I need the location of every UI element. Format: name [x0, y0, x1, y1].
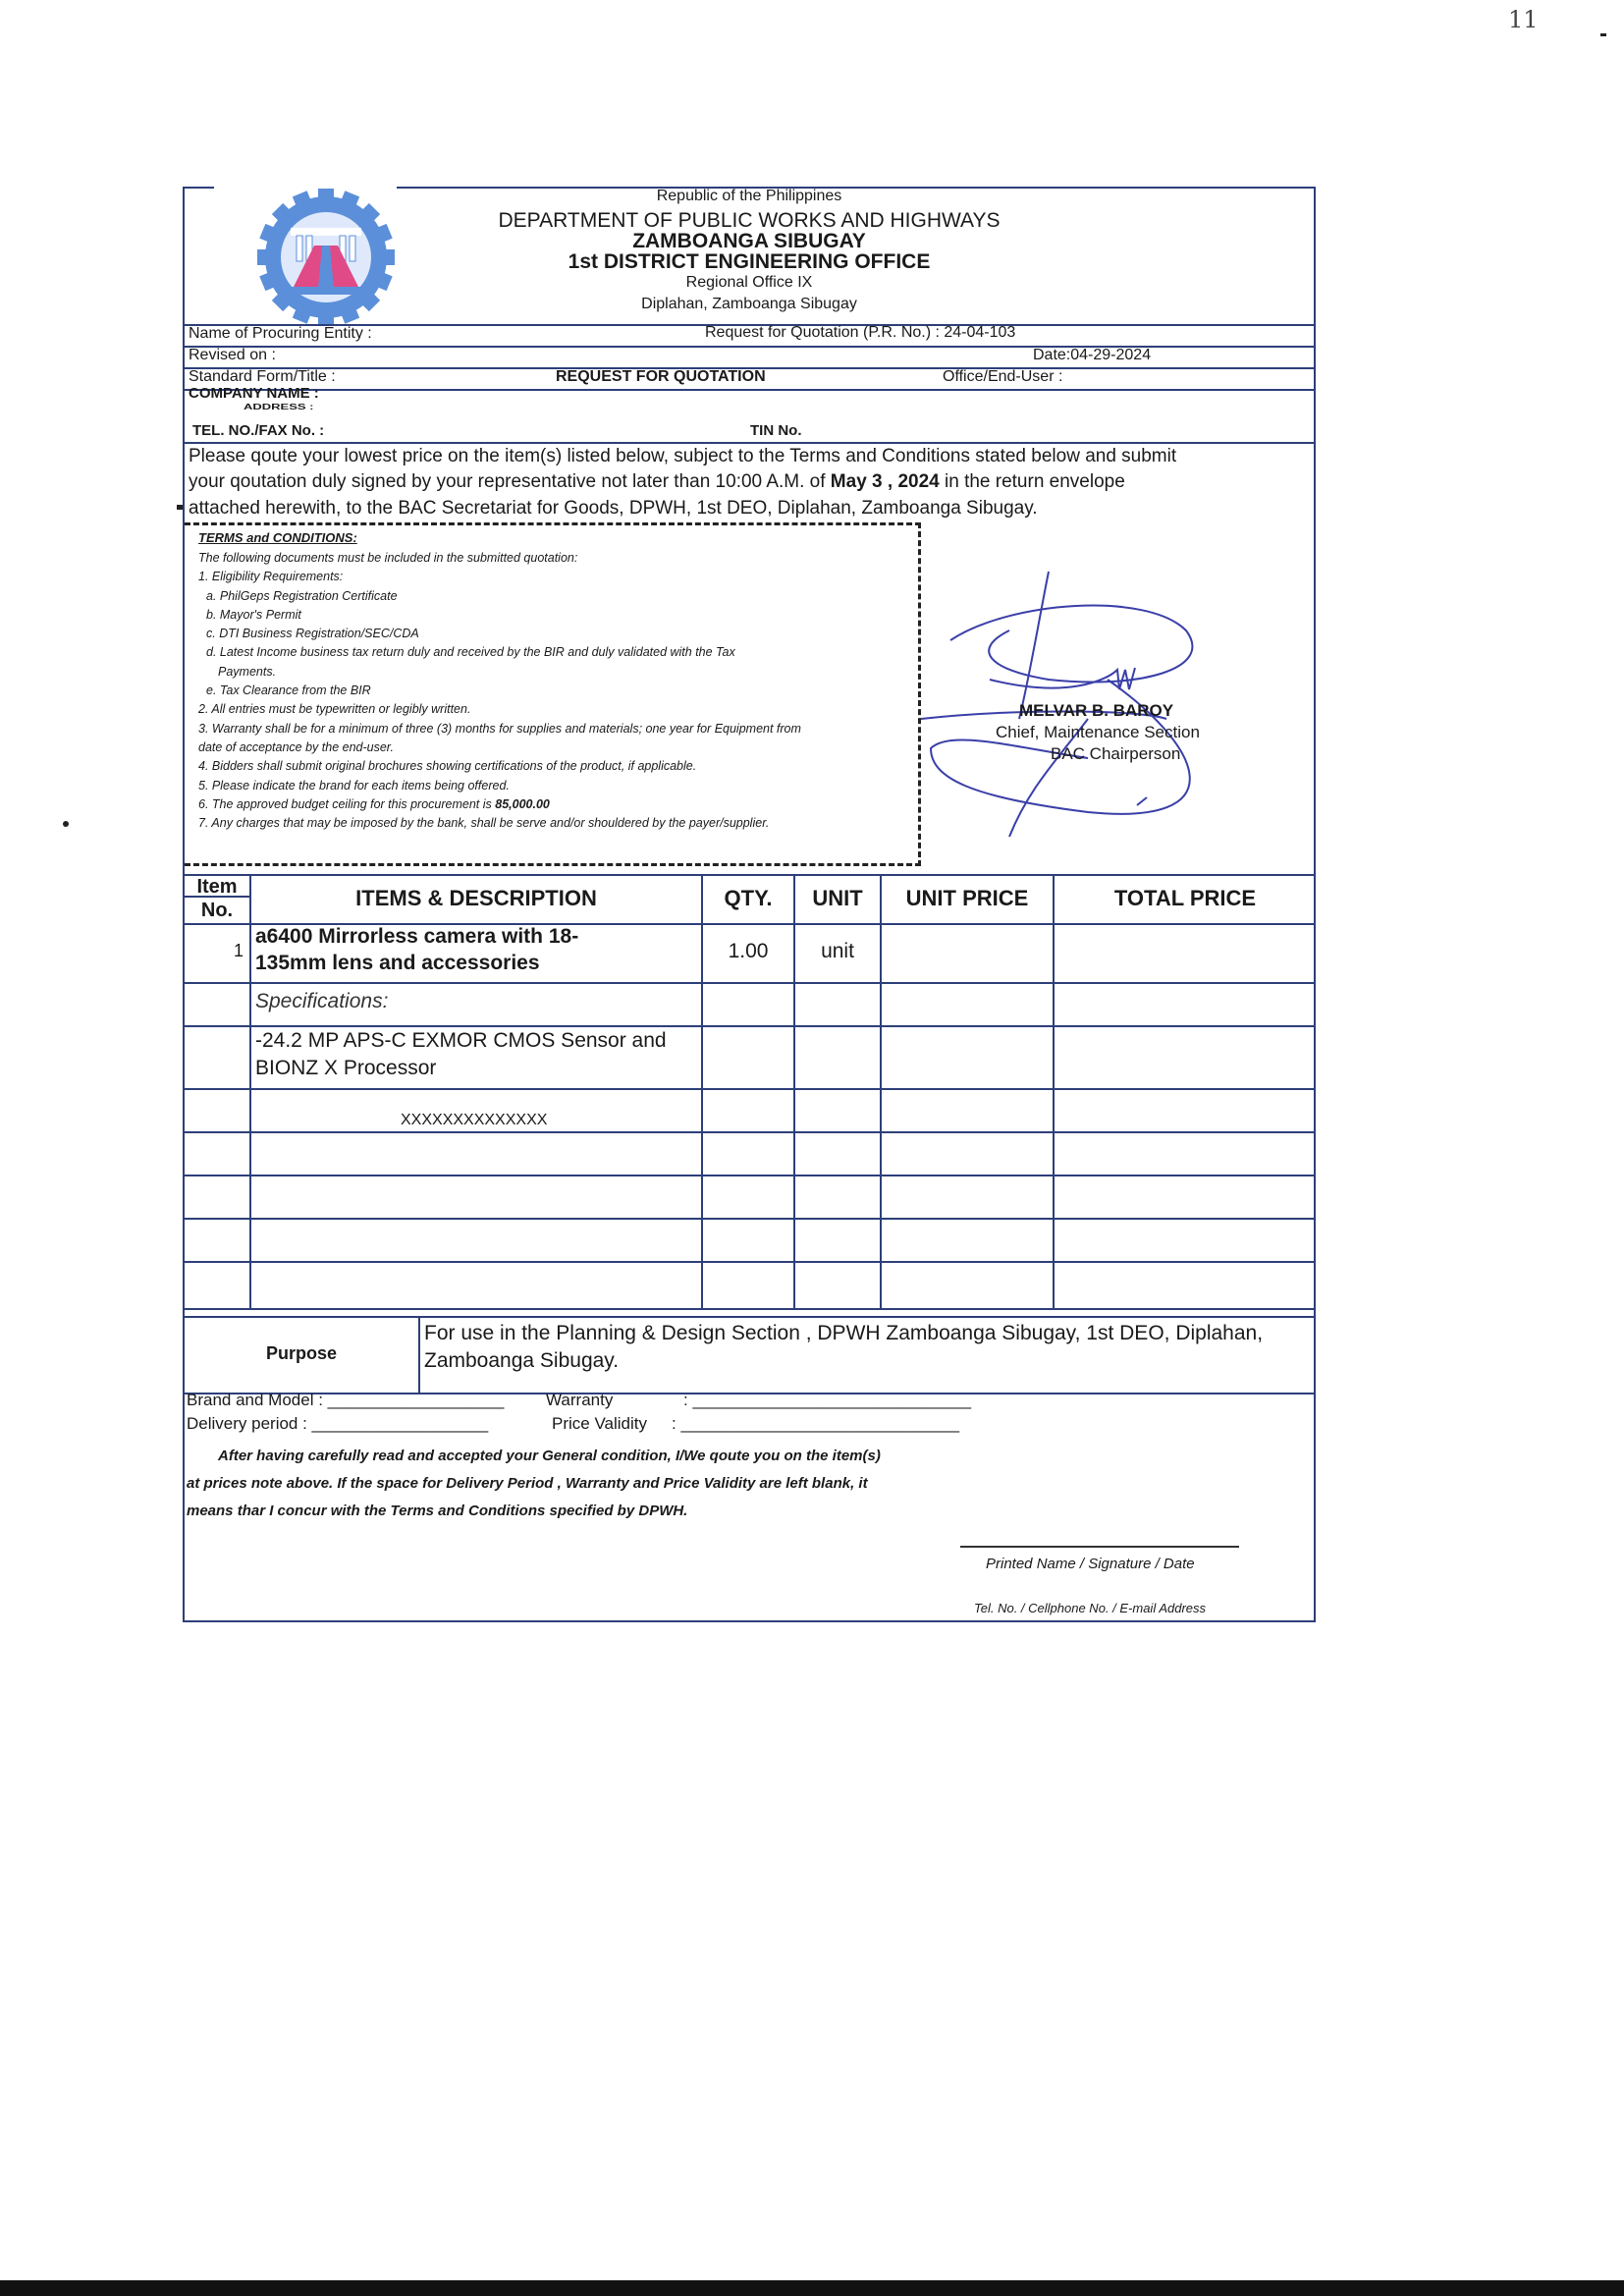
company-name-label: COMPANY NAME : — [189, 385, 319, 402]
regional-office: Regional Office IX — [685, 274, 813, 291]
submission-deadline: May 3 , 2024 — [830, 471, 940, 492]
warranty-label: Warranty — [546, 1391, 614, 1409]
item-qty: 1.00 — [728, 940, 769, 962]
warranty-field[interactable]: : ______________________________ — [683, 1391, 972, 1409]
item-number: 1 — [234, 941, 244, 960]
terms-line: 6. The approved budget ceiling for this procurement is 85,000.00 — [198, 796, 550, 811]
terms-line: 1. Eligibility Requirements: — [198, 570, 344, 584]
col-item-no-header: Item — [196, 876, 238, 898]
office-location: Diplahan, Zamboanga Sibugay — [641, 296, 857, 312]
col-qty-header: QTY. — [724, 886, 773, 910]
item-unit: unit — [821, 940, 854, 962]
terms-line: 4. Bidders shall submit original brochures showing certifications of the product, if applicable. — [198, 759, 697, 774]
instruction-line-1: Please qoute your lowest price on the item(s) listed below, subject to the Terms and Conditions stated below and submit — [189, 446, 1177, 466]
signatory-role: BAC Chairperson — [1051, 744, 1181, 763]
col-item-no-header-2: No. — [200, 900, 234, 921]
col-description-header: ITEMS & DESCRIPTION — [355, 886, 597, 910]
page-number-mark: 11 — [1508, 6, 1539, 33]
rule — [185, 1218, 1314, 1220]
instruction-line-2: your qoutation duly signed by your representative not later than 10:00 A.M. of May 3 , 2024 in the return envelope — [189, 471, 1125, 492]
col-unit-header: UNIT — [812, 886, 863, 910]
rule — [1053, 874, 1055, 1308]
terms-line: a. PhilGeps Registration Certificate — [206, 588, 398, 603]
scan-speck — [177, 505, 183, 510]
terms-line: c. DTI Business Registration/SEC/CDA — [206, 627, 419, 641]
standard-form-label: Standard Form/Title : — [189, 368, 336, 385]
rule — [185, 1308, 1314, 1310]
rule — [249, 874, 251, 1308]
tin-label: TIN No. — [750, 422, 802, 439]
brand-model-field[interactable]: Brand and Model : ___________________ — [187, 1391, 505, 1409]
terms-line: date of acceptance by the end-user. — [198, 739, 394, 754]
revised-on-label: Revised on : — [189, 347, 276, 363]
office-name: 1st DISTRICT ENGINEERING OFFICE — [568, 250, 931, 273]
republic-line: Republic of the Philippines — [656, 188, 842, 204]
quotation-date: Date:04-29-2024 — [1033, 347, 1152, 363]
rule — [418, 1316, 420, 1393]
terms-line: Payments. — [218, 664, 277, 679]
purpose-text-line-2: Zamboanga Sibugay. — [424, 1349, 620, 1372]
rule — [185, 874, 1314, 876]
terms-line: 7. Any charges that may be imposed by the bank, shall be serve and/or shouldered by the payer/supplier. — [198, 816, 770, 831]
terms-line: 2. All entries must be typewritten or legibly written. — [198, 702, 471, 717]
department-name: DEPARTMENT OF PUBLIC WORKS AND HIGHWAYS — [498, 209, 1001, 232]
terms-title: TERMS and CONDITIONS: — [198, 530, 357, 545]
printed-name-caption: Printed Name / Signature / Date — [986, 1556, 1195, 1572]
rule — [185, 982, 1314, 984]
item-description-line-1: a6400 Mirrorless camera with 18- — [255, 925, 579, 948]
province-name: ZAMBOANGA SIBUGAY — [632, 230, 866, 252]
rule — [185, 1316, 1314, 1318]
instruction-line-3: attached herewith, to the BAC Secretariat for Goods, DPWH, 1st DEO, Diplahan, Zamboanga Sibugay. — [189, 498, 1038, 519]
contact-caption: Tel. No. / Cellphone No. / E-mail Address — [974, 1601, 1207, 1615]
terms-line: e. Tax Clearance from the BIR — [206, 683, 371, 698]
terms-list — [198, 549, 915, 833]
rule — [185, 1261, 1314, 1263]
rfq-form — [183, 187, 1316, 1622]
rfq-number: Request for Quotation (P.R. No.) : 24-04-103 — [705, 324, 1016, 341]
terms-line: b. Mayor's Permit — [206, 607, 301, 622]
office-end-user-label: Office/End-User : — [943, 368, 1063, 385]
end-of-items-marker: XXXXXXXXXXXXXX — [401, 1112, 548, 1128]
scan-speck — [1600, 33, 1606, 36]
acceptance-statement-2: at prices note above. If the space for Delivery Period , Warranty and Price Validity are left blank, it — [187, 1475, 868, 1492]
purpose-text-line-1: For use in the Planning & Design Section , DPWH Zamboanga Sibugay, 1st DEO, Diplahan, — [424, 1322, 1264, 1344]
rule — [185, 1131, 1314, 1133]
price-validity-field[interactable]: : ______________________________ — [672, 1414, 960, 1433]
item-description-line-2: 135mm lens and accessories — [255, 952, 540, 974]
purpose-label: Purpose — [265, 1343, 338, 1363]
rule — [185, 389, 1314, 391]
specifications-label: Specifications: — [255, 990, 389, 1012]
col-total-price-header: TOTAL PRICE — [1113, 886, 1257, 910]
address-label: ADDRESS : — [244, 403, 314, 411]
terms-line: 3. Warranty shall be for a minimum of three (3) months for supplies and materials; one year for Equipment from — [198, 721, 801, 736]
approved-budget: 85,000.00 — [495, 796, 550, 811]
spec-line-2: BIONZ X Processor — [255, 1057, 437, 1079]
rule — [185, 1175, 1314, 1176]
terms-line: 5. Please indicate the brand for each items being offered. — [198, 778, 510, 793]
acceptance-statement-1: After having carefully read and accepted your General condition, I/We qoute you on the item(s) — [218, 1448, 881, 1464]
scan-bottom-edge — [0, 2280, 1624, 2296]
terms-line: d. Latest Income business tax return duly and received by the BIR and duly validated with the Tax — [206, 645, 735, 660]
signatory-name: MELVAR B. BAROY — [1019, 701, 1174, 720]
delivery-period-field[interactable]: Delivery period : ___________________ — [187, 1414, 489, 1433]
rule — [185, 1025, 1314, 1027]
terms-line: The following documents must be included in the submitted quotation: — [198, 551, 578, 565]
signatory-position: Chief, Maintenance Section — [996, 723, 1200, 741]
rule — [880, 874, 882, 1308]
signature-line[interactable] — [960, 1546, 1239, 1548]
form-title: REQUEST FOR QUOTATION — [556, 368, 766, 385]
acceptance-statement-3: means thar I concur with the Terms and Conditions specified by DPWH. — [187, 1503, 688, 1519]
rule — [185, 442, 1314, 444]
col-unit-price-header: UNIT PRICE — [905, 886, 1029, 910]
tel-fax-label: TEL. NO./FAX No. : — [192, 422, 325, 439]
procuring-entity-label: Name of Procuring Entity : — [189, 325, 372, 342]
spec-line-1: -24.2 MP APS-C EXMOR CMOS Sensor and — [255, 1029, 667, 1052]
rule — [185, 1088, 1314, 1090]
scan-speck — [63, 821, 69, 827]
price-validity-label: Price Validity — [552, 1414, 647, 1433]
